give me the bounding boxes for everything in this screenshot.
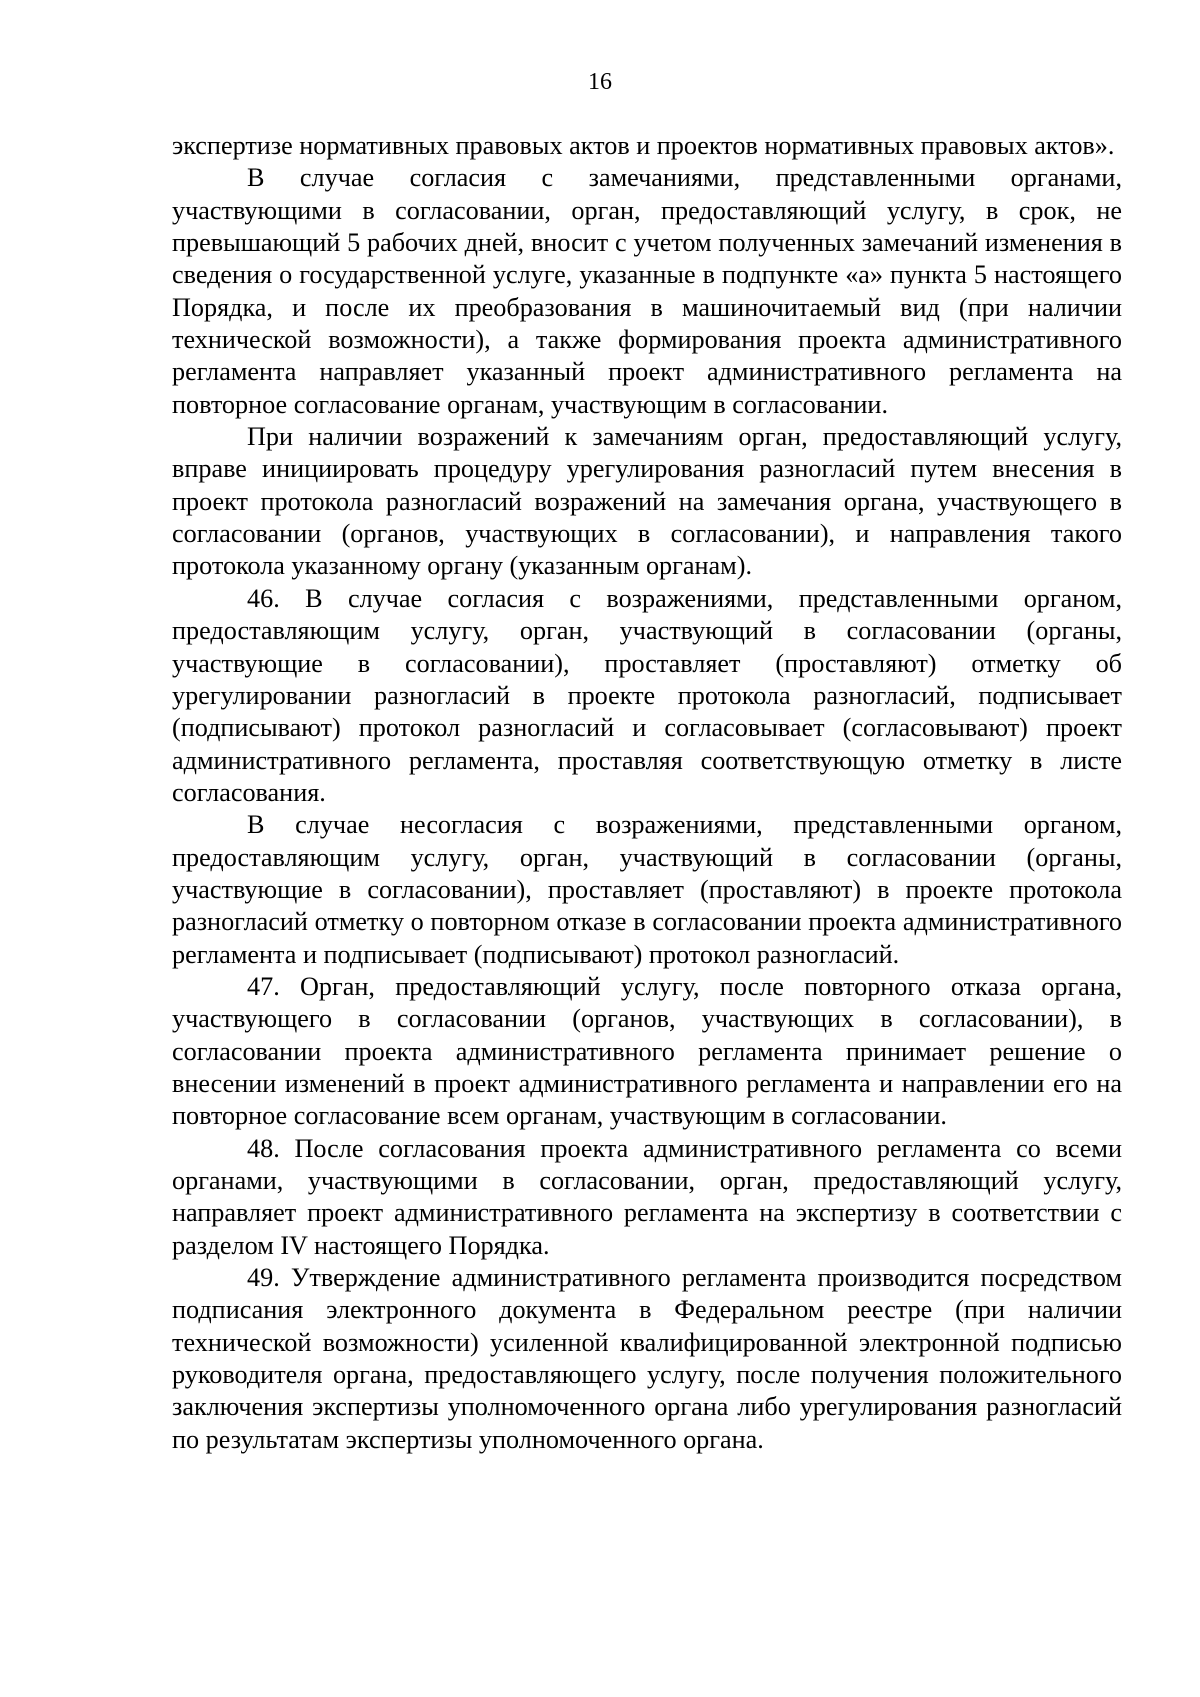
document-body	[172, 130, 1122, 1456]
paragraph: В случае несогласия с возражениями, представленными органом, предоставляющим услугу, орган, участвующий в согласовании (органы, участвующие в согласовании), проставляет (проставляют) в проекте протокола разногласий отметку о повторном отказе в согласовании проекта административного регламента и подписывает (подписывают) протокол разногласий.	[172, 810, 1122, 969]
paragraph: В случае согласия с замечаниями, представленными органами, участвующими в согласовании, орган, предоставляющий услугу, в срок, не превышающий 5 рабочих дней, вносит с учетом полученных замечаний изменения в сведения о государственной услуге, указанные в подпункте «а» пункта 5 настоящего Порядка, и после их преобразования в машиночитаемый вид (при наличии технической возможности), а также формирования проекта административного регламента направляет указанный проект административного регламента на повторное согласование органам, участвующим в согласовании.	[172, 163, 1122, 419]
paragraph: При наличии возражений к замечаниям орган, предоставляющий услугу, вправе инициировать процедуру урегулирования разногласий путем внесения в проект протокола разногласий возражений на замечания органа, участвующего в согласовании (органов, участвующих в согласовании), и направления такого протокола указанному органу (указанным органам).	[172, 422, 1122, 581]
paragraph: экспертизе нормативных правовых актов и проектов нормативных правовых актов».	[172, 131, 1115, 160]
paragraph-item-49: 49. Утверждение административного регламента производится посредством подписания электронного документа в Федеральном реестре (при наличии технической возможности) усиленной квалифицированной электронной подписью руководителя органа, предоставляющего услугу, после получения положительного заключения экспертизы уполномоченного органа либо урегулирования разногласий по результатам экспертизы уполномоченного органа.	[172, 1263, 1122, 1454]
paragraph-item-48: 48. После согласования проекта административного регламента со всеми органами, участвующими в согласовании, орган, предоставляющий услугу, направляет проект административного регламента на экспертизу в соответствии с разделом IV настоящего Порядка.	[172, 1133, 1122, 1260]
paragraph-item-47: 47. Орган, предоставляющий услугу, после повторного отказа органа, участвующего в согласовании (органов, участвующих в согласовании), в согласовании проекта административного регламента принимает решение о внесении изменений в проект административного регламента и направлении его на повторное согласование всем органам, участвующим в согласовании.	[172, 971, 1122, 1131]
page-number: 16	[588, 69, 612, 95]
paragraph-item-46: 46. В случае согласия с возражениями, представленными органом, предоставляющим услугу, орган, участвующий в согласовании (органы, участвующие в согласовании), проставляет (проставляют) отметку об урегулировании разногласий в проекте протокола разногласий, подписывает (подписывают) протокол разногласий и согласовывает (согласовывают) проект административного регламента, проставляя соответствующую отметку в листе согласования.	[172, 583, 1122, 807]
